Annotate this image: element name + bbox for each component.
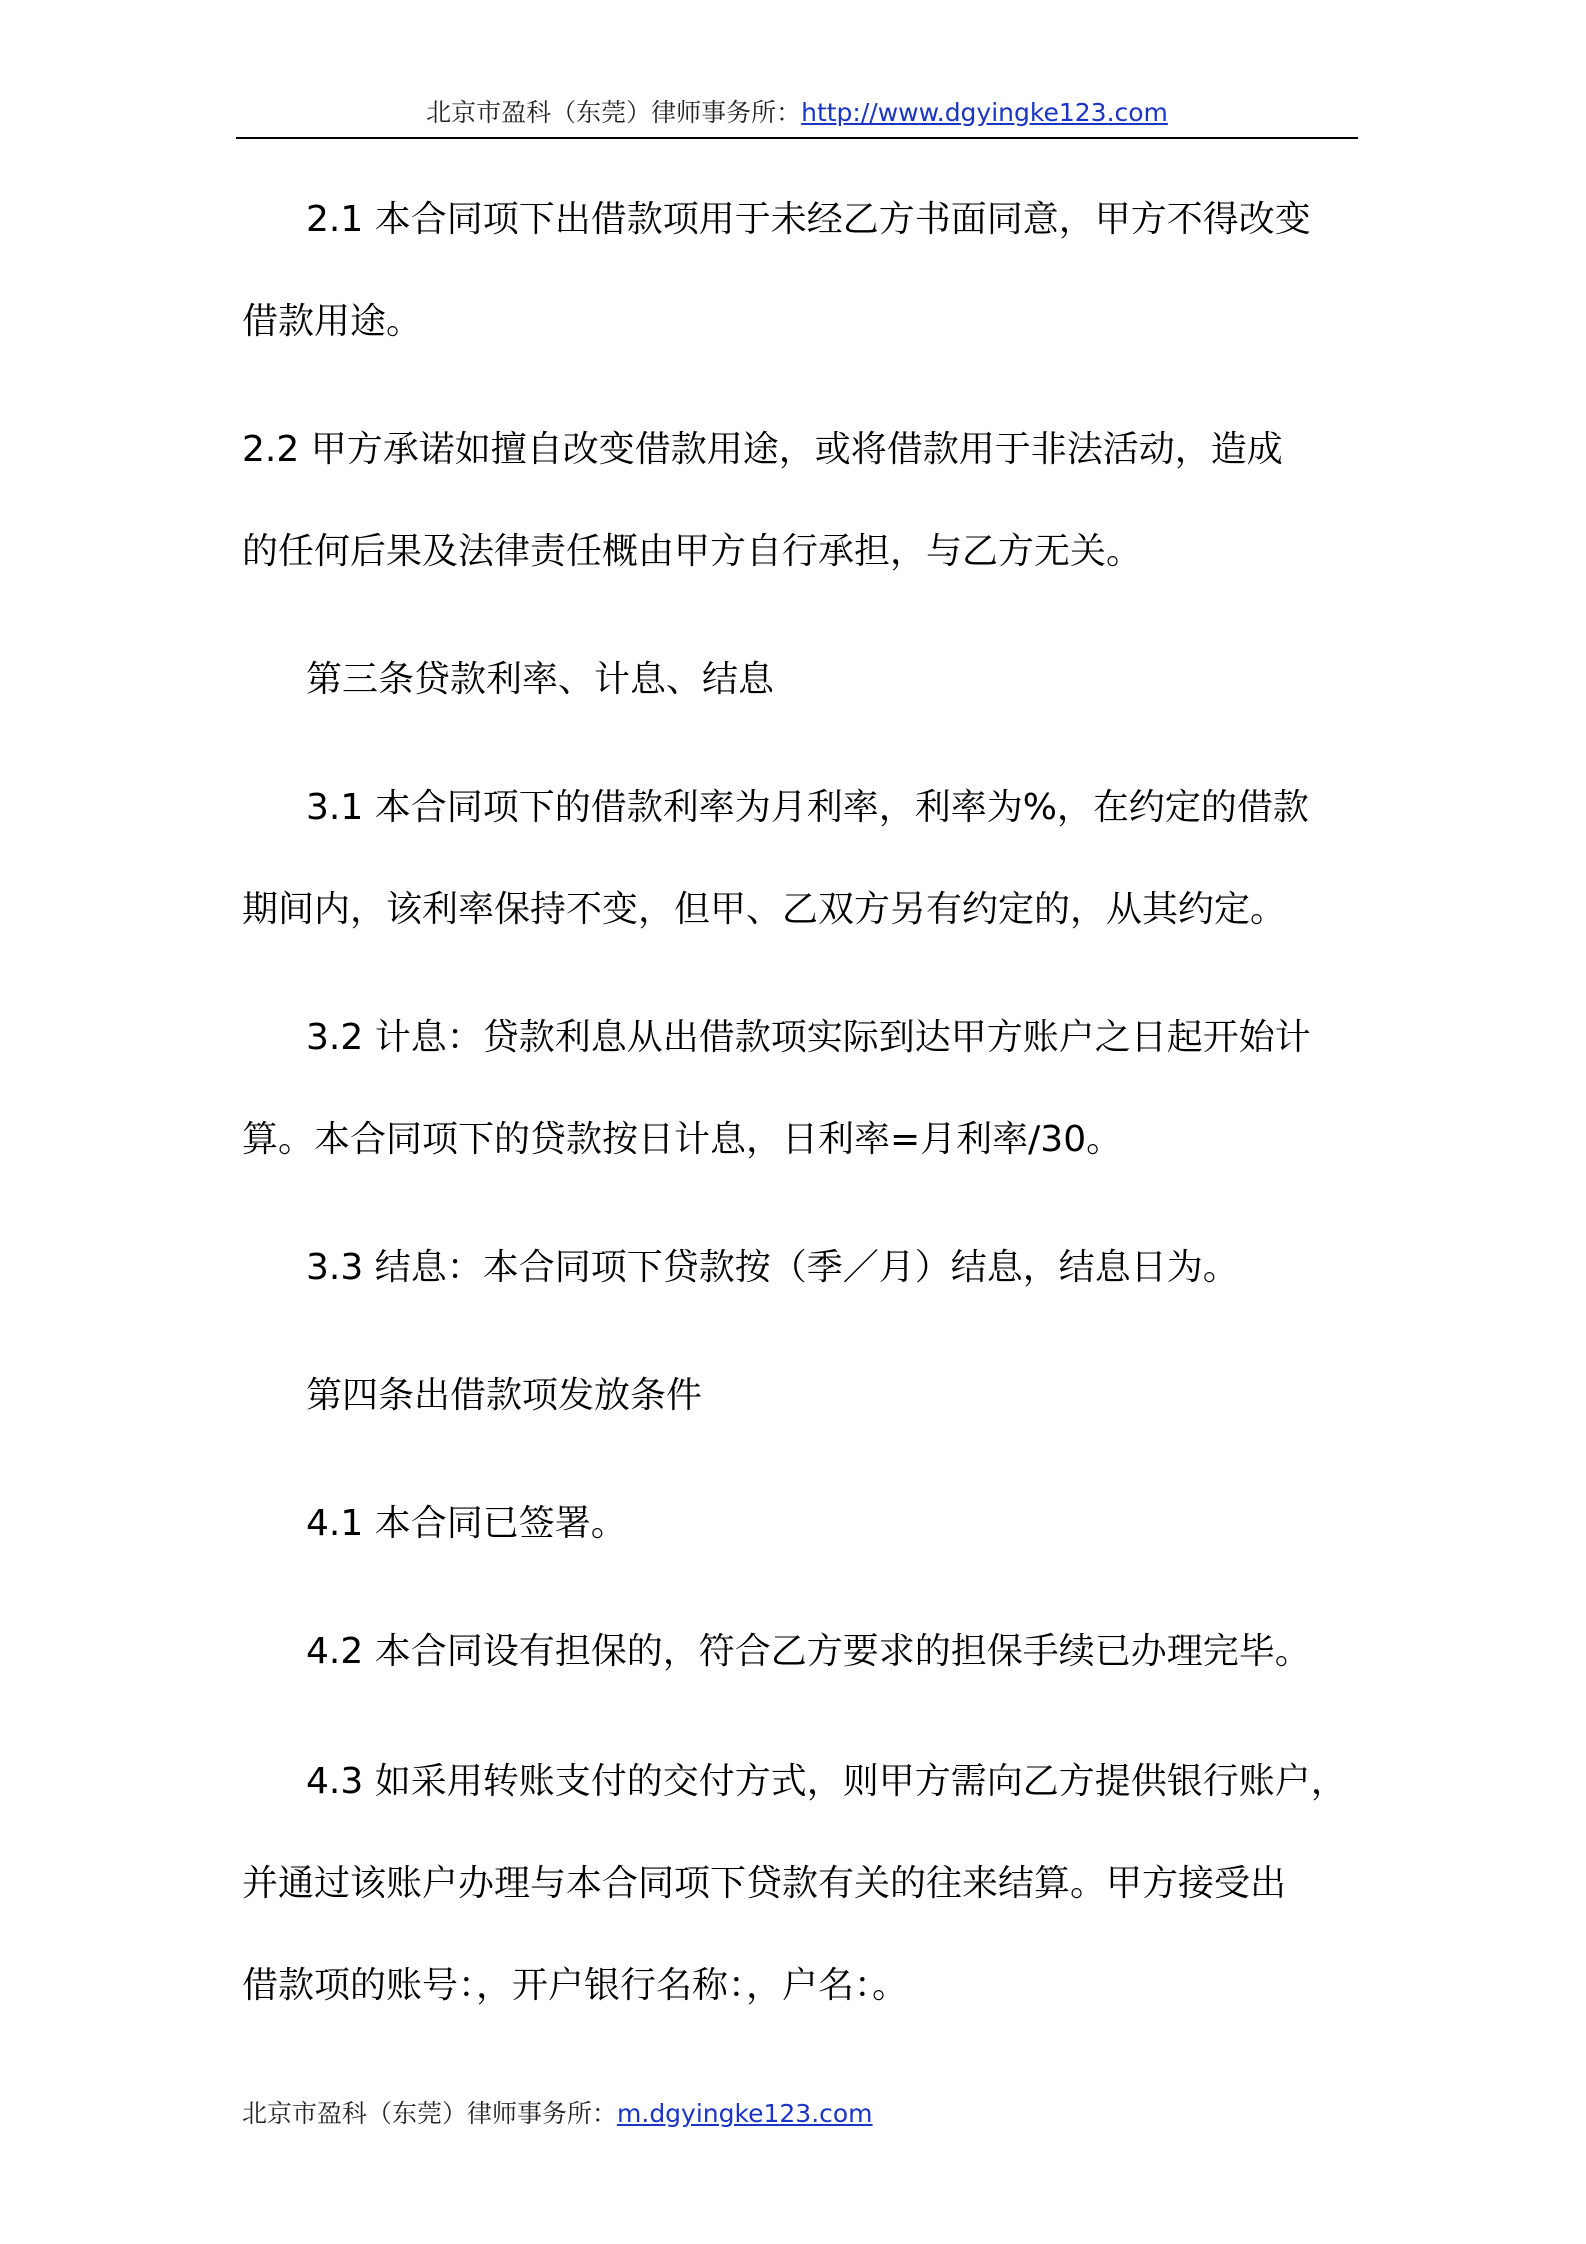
header-divider bbox=[236, 137, 1358, 139]
clause-2-1-line-2: 借款用途。 bbox=[242, 301, 423, 342]
clause-4-3-line-2: 并通过该账户办理与本合同项下贷款有关的往来结算。甲方接受出 bbox=[242, 1863, 1287, 1904]
clause-2-2-line-1: 2.2 甲方承诺如擅自改变借款用途，或将借款用于非法活动，造成 bbox=[242, 429, 1283, 470]
clause-2-2-line-2: 的任何后果及法律责任概由甲方自行承担，与乙方无关。 bbox=[242, 531, 1143, 572]
clause-3-2-line-2: 算。本合同项下的贷款按日计息，日利率=月利率/30。 bbox=[242, 1119, 1123, 1160]
article-4-heading: 第四条出借款项发放条件 bbox=[306, 1375, 703, 1416]
clause-3-3: 3.3 结息：本合同项下贷款按（季／月）结息，结息日为。 bbox=[306, 1247, 1239, 1288]
clause-2-1-line-1: 2.1 本合同项下出借款项用于未经乙方书面同意，甲方不得改变 bbox=[306, 199, 1311, 240]
clause-4-3-line-3: 借款项的账号：，开户银行名称：，户名：。 bbox=[242, 1965, 909, 2006]
clause-4-3-line-1: 4.3 如采用转账支付的交付方式，则甲方需向乙方提供银行账户， bbox=[306, 1761, 1347, 1802]
page-footer bbox=[242, 2097, 873, 2131]
footer-firm-name: 北京市盈科（东莞）律师事务所： bbox=[242, 2099, 618, 2128]
page-header bbox=[236, 96, 1358, 130]
article-3-heading: 第三条贷款利率、计息、结息 bbox=[306, 659, 775, 700]
header-website-link[interactable]: http://www.dgyingke123.com bbox=[801, 98, 1168, 127]
clause-4-1: 4.1 本合同已签署。 bbox=[306, 1503, 627, 1544]
clause-4-2: 4.2 本合同设有担保的，符合乙方要求的担保手续已办理完毕。 bbox=[306, 1631, 1311, 1672]
header-firm-name: 北京市盈科（东莞）律师事务所： bbox=[426, 98, 802, 127]
footer-website-link[interactable]: m.dgyingke123.com bbox=[617, 2099, 873, 2128]
clause-3-1-line-1: 3.1 本合同项下的借款利率为月利率，利率为%，在约定的借款 bbox=[306, 787, 1309, 828]
clause-3-2-line-1: 3.2 计息：贷款利息从出借款项实际到达甲方账户之日起开始计 bbox=[306, 1017, 1311, 1058]
clause-3-1-line-2: 期间内，该利率保持不变，但甲、乙双方另有约定的，从其约定。 bbox=[242, 889, 1287, 930]
